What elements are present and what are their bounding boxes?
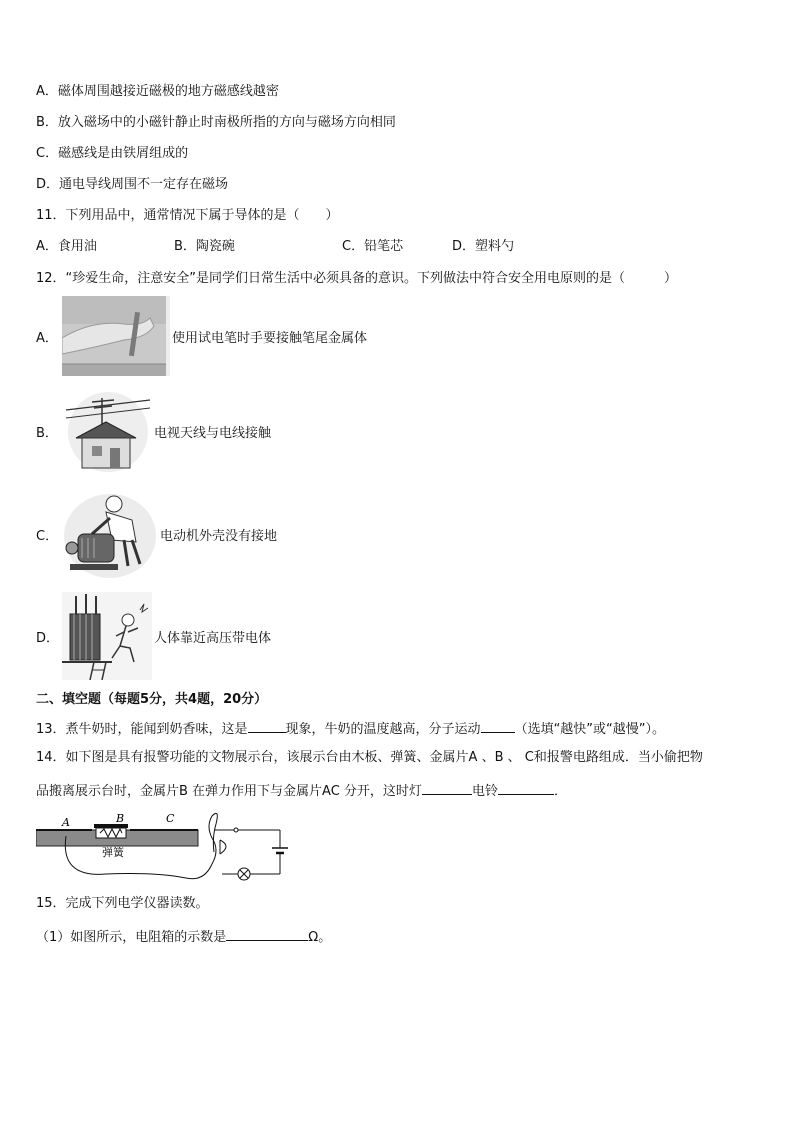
q12-option-d-text: 人体靠近高压带电体 (154, 630, 272, 646)
q12-stem: 12．“珍爱生命，注意安全”是同学们日常生活中必须具备的意识。下列做法中符合安全用电原则的是（ ） (36, 271, 678, 286)
test-pen-photo (62, 296, 170, 376)
option-c: C．磁感线是由铁屑组成的 (36, 146, 189, 161)
q12-option-d (36, 592, 271, 680)
q13-part-b: 现象，牛奶的温度越高，分子运动 (285, 722, 481, 737)
q15-sub1 (36, 926, 331, 947)
option-a: A．磁体周围越接近磁极的地方磁感线越密 (36, 84, 279, 99)
q15-blank-resistance[interactable] (226, 926, 308, 941)
q12-option-b-text: 电视天线与电线接触 (154, 425, 272, 441)
q14-line-2 (36, 780, 567, 801)
high-voltage-picture (62, 592, 152, 680)
motor-worker-picture (62, 490, 158, 578)
q11-option-a: A．食用油 (36, 239, 97, 254)
label-a: A (62, 816, 70, 829)
label-spring: 弹簧 (102, 846, 124, 859)
q13-blank-1[interactable] (248, 718, 286, 733)
q14-line-1: 14．如下图是具有报警功能的文物展示台，该展示台由木板、弹簧、金属片A 、B 、 C和报警电路组成．当小偷把物 (36, 750, 703, 765)
q11-options (36, 238, 514, 256)
alarm-circuit-diagram (36, 808, 296, 890)
q14-part-a: 品搬离展示台时，金属片B 在弹力作用下与金属片AC 分开，这时灯 (36, 784, 422, 799)
q13-part-a: 13．煮牛奶时，能闻到奶香味，这是 (36, 722, 248, 737)
q12-option-a-label: A． (36, 330, 58, 346)
q12-option-c-label: C． (36, 528, 59, 544)
q13-part-c: （选填“越快”或“越慢”）。 (514, 722, 666, 737)
q14-part-c: ． (553, 784, 567, 799)
option-d: D．通电导线周围不一定存在磁场 (36, 177, 229, 192)
q12-option-b-label: B． (36, 425, 58, 441)
q15-sub1-part-b: Ω。 (308, 930, 332, 945)
q12-option-c (36, 490, 277, 578)
q15-sub1-part-a: （1）如图所示，电阻箱的示数是 (36, 930, 227, 945)
q11-option-b: B．陶瓷碗 (174, 239, 235, 254)
antenna-house-picture (62, 388, 152, 474)
q12-option-d-label: D． (36, 630, 60, 646)
q15-stem: 15．完成下列电学仪器读数。 (36, 896, 209, 911)
section-title: 二、填空题（每题5分，共4题，20分） (36, 692, 268, 707)
option-b: B．放入磁场中的小磁针静止时南极所指的方向与磁场方向相同 (36, 115, 396, 130)
q13-blank-2[interactable] (481, 718, 515, 733)
q11-stem: 11．下列用品中，通常情况下属于导体的是（ ） (36, 208, 339, 223)
q12-option-b (36, 388, 271, 474)
q12-option-a (36, 296, 367, 376)
q11-option-d: D．塑料勺 (452, 239, 515, 254)
label-c: C (166, 812, 175, 825)
q11-option-c: C．铅笔芯 (342, 239, 404, 254)
q12-option-c-text: 电动机外壳没有接地 (160, 528, 278, 544)
q14-blank-bell[interactable] (498, 780, 554, 795)
q13 (36, 718, 665, 739)
q14-blank-lamp[interactable] (422, 780, 472, 795)
q14-part-b: 电铃 (471, 784, 498, 799)
q12-option-a-text: 使用试电笔时手要接触笔尾金属体 (172, 330, 368, 346)
label-b: B (116, 812, 125, 825)
